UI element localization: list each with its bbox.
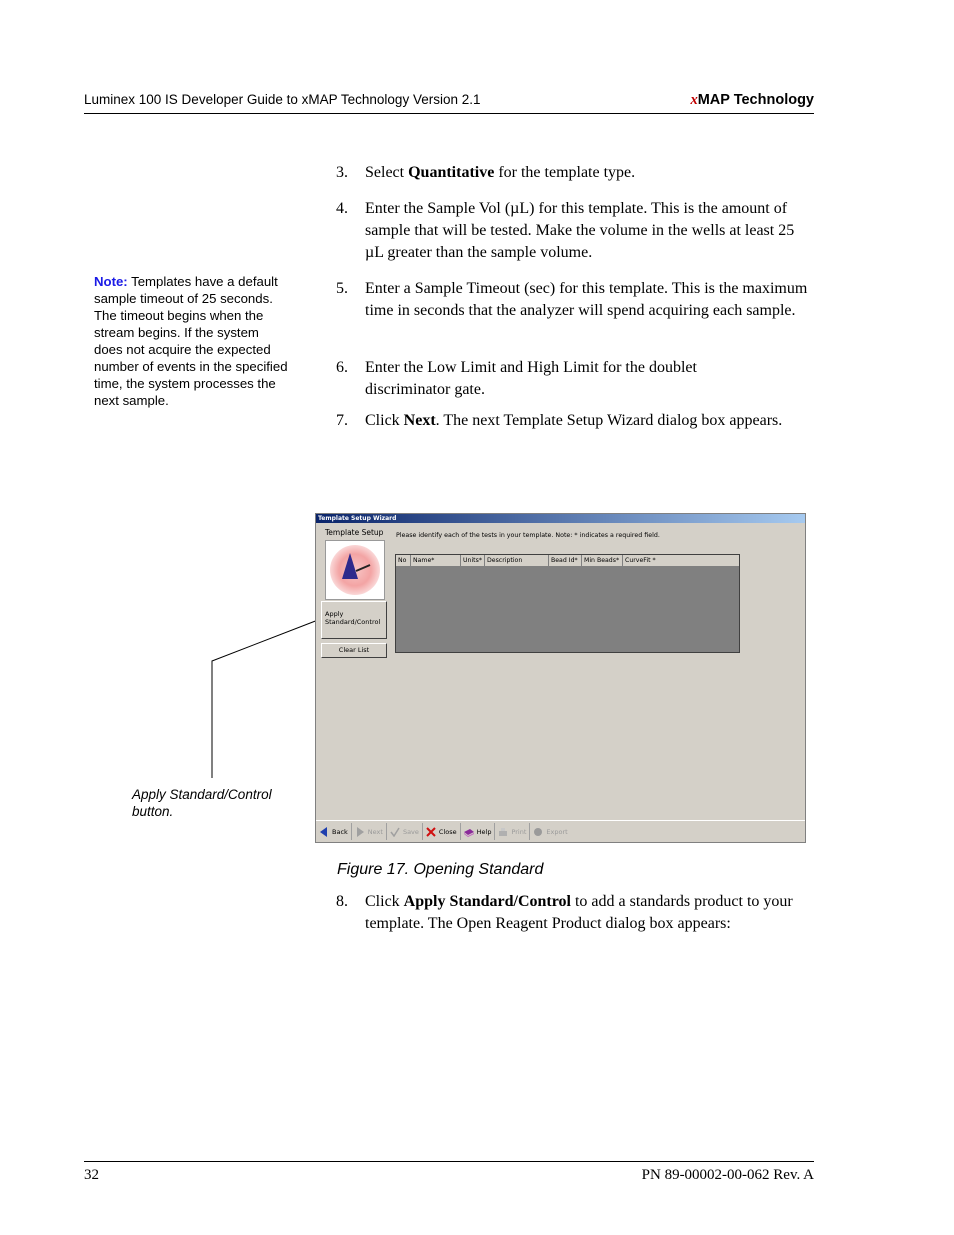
next-arrow-icon: [355, 827, 365, 837]
step-number: 6.: [336, 359, 348, 376]
export-icon: [533, 827, 543, 837]
footer-rule: [84, 1161, 814, 1162]
note-text: Templates have a default sample timeout of 25 seconds. The timeout begins when the stream begins. If the system does not acquire the expected number of events in the specified time, the system processes the next sample.: [94, 274, 288, 408]
column-header[interactable]: Units*: [461, 555, 485, 566]
column-header[interactable]: CurveFit *: [625, 557, 656, 564]
export-label: Export: [546, 827, 568, 836]
part-number: PN 89-00002-00-062 Rev. A: [641, 1167, 814, 1183]
template-setup-label: Template Setup: [325, 528, 384, 537]
step-text: for the template type.: [494, 164, 636, 181]
page-number: 32: [84, 1167, 99, 1183]
back-arrow-icon: [319, 827, 329, 837]
step-text: Enter the Low Limit and High Limit for the doublet discriminator gate.: [365, 359, 697, 398]
grid-header: [396, 555, 739, 567]
help-button[interactable]: [461, 823, 496, 840]
step-8: [336, 891, 816, 935]
apply-button-line1: Apply: [325, 610, 344, 618]
save-label: Save: [402, 827, 419, 836]
running-header-title: Luminex 100 IS Developer Guide to xMAP Technology Version 2.1: [84, 92, 481, 107]
print-button[interactable]: [495, 823, 530, 840]
step-number: 8.: [336, 893, 348, 910]
wizard-toolbar: [316, 820, 805, 842]
apply-standard-control-button[interactable]: [321, 601, 387, 639]
wand-icon: [354, 559, 374, 575]
step-text: Enter the Sample Vol (µL) for this template. This is the amount of sample that will be tested. Make the volume in the wells at least 25 µL greater than the sample volume.: [365, 200, 795, 261]
export-button[interactable]: [530, 823, 570, 840]
tests-grid[interactable]: [395, 554, 740, 653]
step-number: 3.: [336, 164, 348, 181]
note-label: Note:: [94, 274, 128, 289]
step-text: Click: [365, 412, 404, 429]
step-number: 5.: [336, 280, 348, 297]
printer-icon: [498, 827, 508, 837]
checkmark-icon: [390, 827, 400, 837]
column-header[interactable]: Name*: [411, 555, 461, 566]
template-setup-wizard-screenshot: [315, 513, 806, 843]
column-header[interactable]: No: [396, 555, 411, 566]
wizard-logo: [325, 540, 385, 600]
close-x-icon: [426, 827, 436, 837]
step-text: Select: [365, 164, 409, 181]
print-label: Print: [511, 827, 527, 836]
step-number: 4.: [336, 200, 348, 217]
instructions-text: Please identify each of the tests in your template. Note: * indicates a required field.: [396, 532, 660, 539]
step-number: 7.: [336, 412, 348, 429]
column-header[interactable]: Bead Id*: [549, 555, 582, 566]
step-text: . The next Template Setup Wizard dialog box appears.: [435, 412, 783, 429]
back-button[interactable]: [316, 823, 352, 840]
step-text: Enter a Sample Timeout (sec) for this template. This is the maximum time in seconds that the analyzer will spend acquiring each sample.: [365, 280, 808, 319]
brand-x: x: [690, 92, 698, 108]
back-label: Back: [332, 827, 348, 836]
help-book-icon: [464, 827, 474, 837]
next-label: Next: [367, 827, 383, 836]
close-button[interactable]: [423, 823, 461, 840]
clear-list-button[interactable]: Clear List: [321, 643, 387, 658]
step-bold: Next: [403, 412, 436, 429]
figure-callout: Apply Standard/Control button.: [132, 787, 272, 819]
apply-button-line2: Standard/Control: [325, 618, 381, 626]
save-button[interactable]: [387, 823, 423, 840]
step-bold: Quantitative: [408, 164, 495, 181]
close-label: Close: [438, 827, 457, 836]
window-title: Template Setup Wizard: [316, 514, 805, 523]
brand-rest: MAP Technology: [697, 92, 814, 108]
step-text: to add a standards product to your template. The Open Reagent Product dialog box appears:: [365, 893, 793, 932]
figure-caption: Figure 17. Opening Standard: [337, 861, 544, 878]
help-label: Help: [476, 827, 492, 836]
column-header[interactable]: Description: [485, 555, 549, 566]
step-text: Click: [365, 893, 404, 910]
step-bold: Apply Standard/Control: [403, 893, 571, 910]
next-button[interactable]: [352, 823, 387, 840]
column-header[interactable]: Min Beads*: [582, 555, 623, 566]
